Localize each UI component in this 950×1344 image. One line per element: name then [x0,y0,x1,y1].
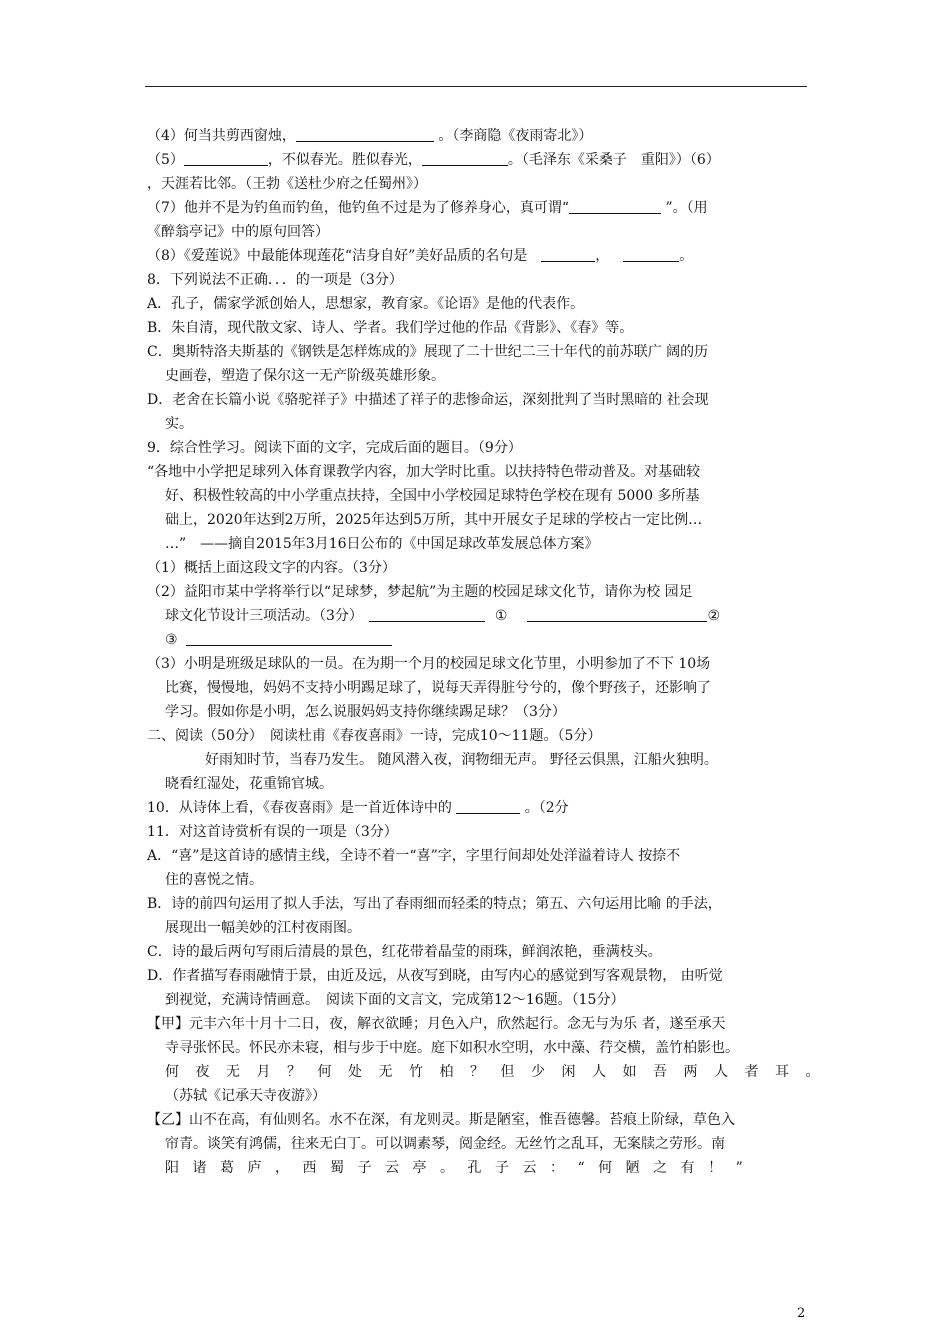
q11-option-a-cont: 住的喜悦之情。 [165,872,263,888]
q11-stem: 11．对这首诗赏析有误的一项是（3分） [147,824,398,840]
passage-yi-1: 【乙】山不在高，有仙则名。水不在深，有龙则灵。斯是陋室，惟吾德馨。苔痕上阶绿，草色入 [147,1112,735,1128]
answer-blank[interactable] [623,247,679,262]
header-rule [145,86,807,87]
q11-option-d: D．作者描写春雨融情于景，由近及远，从夜写到晓，由写内心的感觉到写客观景物， 由听觉 [147,968,723,984]
q7-line-7: （7）他并不是为钓鱼而钓鱼，他钓鱼不过是为了修养身心，真可谓“ ”。（用 [147,200,708,216]
q9-sub-2-line-3: ③ [147,628,815,652]
q7-line-4: （4）何当共剪西窗烛， 。（李商隐《夜雨寄北》） [147,128,593,144]
q9-sub-3: （3）小明是班级足球队的一员。在为期一个月的校园足球文化节里，小明参加了不下 10场 [147,656,711,672]
reading-heading: 二、阅读（50分） 阅读杜甫《春夜喜雨》一诗，完成10～11题。（5分） [147,728,602,744]
q9-passage-1: “各地中小学把足球列入体育课教学内容，加大学时比重。以扶持特色带动普及。对基础较 [147,464,701,480]
answer-blank[interactable] [296,127,434,142]
passage-jia-3: 何夜无月？何处无竹柏？但少闲人如吾两人者耳。 [165,1064,836,1080]
q8-option-a: A．孔子，儒家学派创始人，思想家，教育家。《论语》是他的代表作。 [147,296,585,312]
q7-line-7-cont: 《醉翁亭记》中的原句回答） [147,224,329,240]
answer-blank[interactable] [541,247,595,262]
q11-option-a: A．“喜”是这首诗的感情主线，全诗不着一“喜”字，字里行间却处处洋溢着诗人 按捺不 [147,848,681,864]
q8-option-d: D．老舍在长篇小说《骆驼祥子》中描述了祥子的悲惨命运，深刻批判了当时黑暗的 社会现 [147,392,709,408]
q8-option-b: B．朱自清，现代散文家、诗人、学者。我们学过他的作品《背影》、《春》等。 [147,320,634,336]
q9-passage-4: …” ——摘自2015年3月16日公布的《中国足球改革发展总体方案》 [165,536,599,552]
q8-option-c: C．奥斯特洛夫斯基的《钢铁是怎样炼成的》展现了二十世纪二三十年代的前苏联广 阔的历 [147,344,709,360]
q9-sub-1: （1）概括上面这段文字的内容。（3分） [147,560,396,576]
answer-blank[interactable] [456,799,520,814]
passage-jia-2: 寺寻张怀民。怀民亦未寝，相与步于中庭。庭下如积水空明，水中藻、荇交横，盖竹柏影也。 [165,1040,739,1056]
poem-line-2: 晓看红湿处，花重锦官城。 [165,776,333,792]
q10: 10．从诗体上看，《春夜喜雨》是一首近体诗中的 。（2分 [147,800,569,816]
answer-blank[interactable] [527,607,707,622]
page-number: 2 [797,1306,806,1321]
poem-line-1: 好雨知时节，当春乃发生。 随风潜入夜，润物细无声。 野径云俱黑，江船火独明。 [205,752,718,768]
passage-jia-source: （苏轼《记承天寺夜游》） [165,1088,326,1104]
q9-sub-2: （2）益阳市某中学将举行以“足球梦，梦起航”为主题的校园足球文化节，请你为校 园足 [147,584,693,600]
answer-blank[interactable] [369,607,485,622]
answer-blank[interactable] [184,151,268,166]
q11-option-b-cont: 展现出一幅美妙的江村夜雨图。 [165,920,361,936]
q7-line-5: （5） ，不似春光。胜似春光， 。（毛泽东《采桑子 重阳》）（6） [147,152,720,168]
q8-stem: 8．下列说法不正确．．．的一项是（3分） [147,272,403,288]
q11-option-c: C．诗的最后两句写雨后清晨的景色，红花带着晶莹的雨珠，鲜润浓艳，垂满枝头。 [147,944,662,960]
document-page [147,124,836,1180]
q9-stem: 9．综合性学习。阅读下面的文字，完成后面的题目。（9分） [147,440,522,456]
answer-blank[interactable] [186,631,392,646]
passage-yi-3: 阳诸葛庐，西蜀子云亭。孔子云：“何陋之有！” [165,1160,757,1176]
q9-passage-3: 础上，2020年达到2万所，2025年达到5万所，其中开展女子足球的学校占一定比例… [165,512,703,528]
passage-jia-1: 【甲】元丰六年十月十二日，夜，解衣欲睡；月色入户，欣然起行。念无与为乐 者，遂至承天 [147,1016,726,1032]
q8-option-d-cont: 实。 [165,416,193,432]
q9-passage-2: 好、积极性较高的中小学重点扶持，全国中小学校园足球特色学校在现有 5000 多所基 [165,488,700,504]
answer-blank[interactable] [422,151,508,166]
q9-sub-3-cont: 比赛，慢慢地，妈妈不支持小明踢足球了，说每天弄得脏兮兮的，像个野孩子，还影响了 [165,680,711,696]
q9-sub-2-cont: 球文化节设计三项活动。（3分） ① ② [165,608,721,624]
passage-yi-2: 帘青。谈笑有鸿儒，往来无白丁。可以调素琴，阅金经。无丝竹之乱耳，无案牍之劳形。南 [165,1136,725,1152]
q7-line-8: （8）《爱莲说》中最能体现莲花“洁身自好”美好品质的名句是 ， 。 [147,248,694,264]
answer-blank[interactable] [569,199,661,214]
q7-line-6: ，天涯若比邻。（王勃《送杜少府之任蜀州》） [147,176,427,192]
q8-option-c-cont: 史画卷，塑造了保尔这一无产阶级英雄形象。 [165,368,445,384]
q11-option-b: B．诗的前四句运用了拟人手法，写出了春雨细而轻柔的特点；第五、六句运用比喻 的手法， [147,896,722,912]
q9-sub-3-line-3: 学习。假如你是小明，怎么说服妈妈支持你继续踢足球？（3分） [165,704,566,720]
q11-option-d-cont: 到视觉，充满诗情画意。 阅读下面的文言文，完成第12～16题。（15分） [165,992,625,1008]
